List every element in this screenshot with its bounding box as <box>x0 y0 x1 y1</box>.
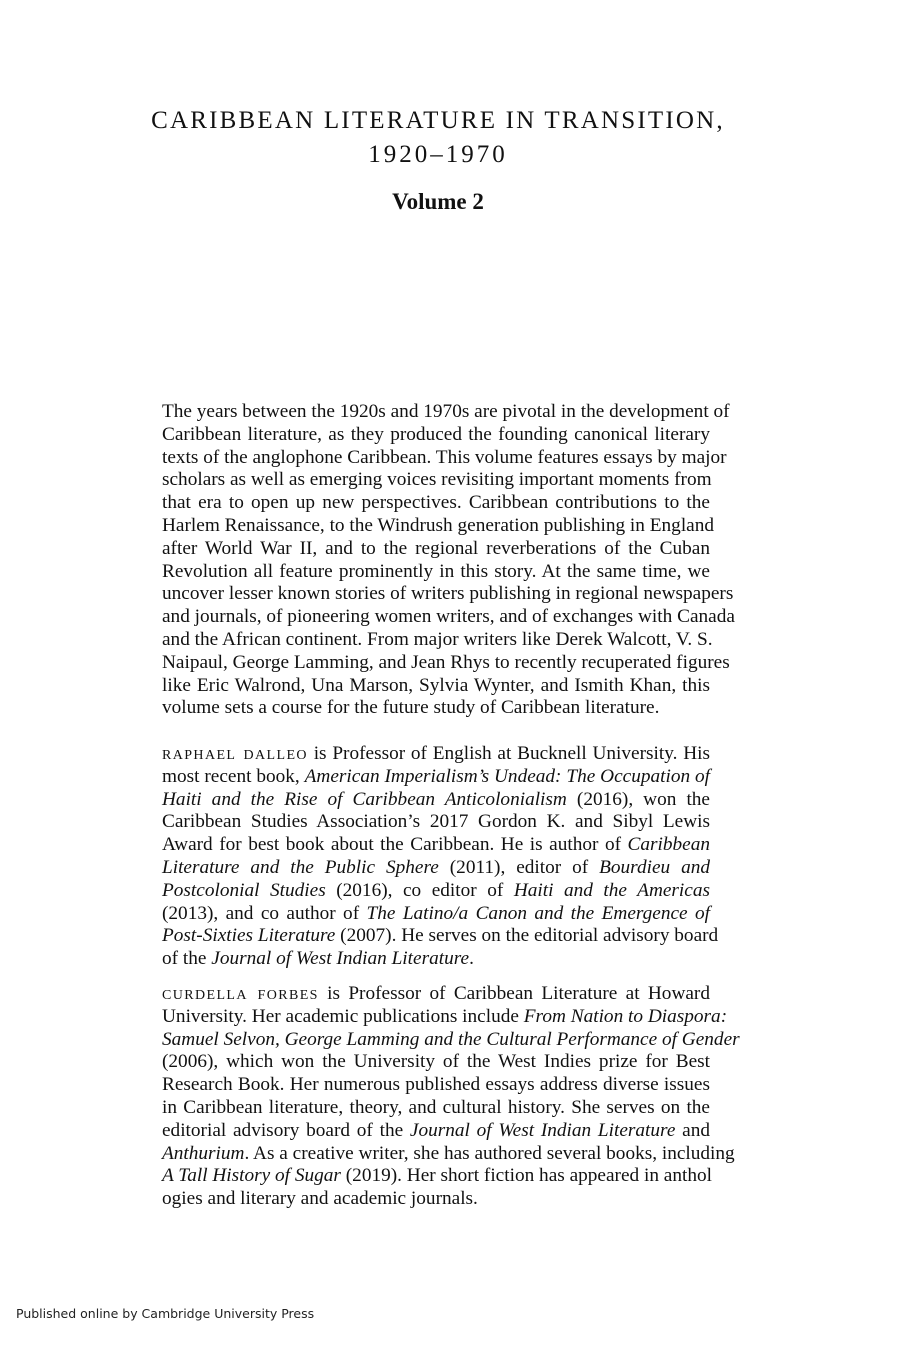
description-line: texts of the anglophone Caribbean. This volume features essays by major <box>162 446 727 468</box>
book-title-ref: American Imperialism’s Undead: The Occupation of <box>304 765 711 787</box>
description-line: uncover lesser known stories of writers publishing in regional newspapers <box>162 583 734 605</box>
book-title: CARIBBEAN LITERATURE IN TRANSITION, <box>151 107 725 134</box>
journal-title-ref: Journal of West Indian Literature <box>211 948 470 970</box>
book-title-ref: Post-Sixties Literature <box>162 925 336 947</box>
journal-title-ref: Journal of West Indian Literature <box>409 1119 676 1141</box>
description-line: like Eric Walrond, Una Marson, Sylvia Wynter, and Ismith Khan, this <box>162 674 710 696</box>
description-line: Revolution all feature prominently in this story. At the same time, we <box>162 560 710 582</box>
book-title-ref: Bourdieu and <box>599 856 710 878</box>
book-title-ref: Haiti and the Americas <box>513 879 710 901</box>
publisher-footer: Published online by Cambridge University Press <box>16 1306 315 1321</box>
volume-label: Volume 2 <box>392 189 484 214</box>
book-title-years: 1920–1970 <box>368 141 508 168</box>
editor-bio-forbes: curdella forbes is Professor of Caribbean Literature at Howard University. Her academic publications include From Nation to Diaspora: Samuel Selvon, George Lamming and the Cultural Performance of Gender (2006), which won the University of the West Indies prize for Best Research Book. Her numerous published essays address diverse issues in Caribbean literature, theory, and cultural history. She serves on the editorial advisory board of the Journal of West Indian Literature and Anthurium. As a creative writer, she has authored several books, including A Tall History of Sugar (2019). Her short fiction has appeared in anthol ogies and literary and academic journals. <box>162 983 740 1210</box>
description-line: The years between the 1920s and 1970s are pivotal in the development of <box>162 401 730 422</box>
description-line: Caribbean literature, as they produced the founding canonical literary <box>162 423 710 445</box>
book-description <box>162 401 735 720</box>
description-line: and the African continent. From major writers like Derek Walcott, V. S. <box>162 628 713 650</box>
description-line: after World War II, and to the regional reverberations of the Cuban <box>162 537 710 559</box>
editor-name: curdella forbes <box>162 983 319 1004</box>
book-title-ref: Samuel Selvon, George Lamming and the Cultural Performance of Gender <box>162 1028 740 1050</box>
description-line: volume sets a course for the future study of Caribbean literature. <box>162 697 660 719</box>
book-title-ref: The Latino/a Canon and the Emergence of <box>366 902 711 924</box>
book-title-ref: Postcolonial Studies <box>162 879 326 901</box>
editor-bio-dalleo: raphael dalleo is Professor of English at Bucknell University. His most recent book, American Imperialism’s Undead: The Occupation of Haiti and the Rise of Caribbean Anticolonialism (2016), won the Caribbean Studies Association’s 2017 Gordon K. and Sibyl Lewis Award for best book about the Caribbean. He is author of Caribbean Literature and the Public Sphere (2011), editor of Bourdieu and Postcolonial Studies (2016), co editor of Haiti and the Americas (2013), and co author of The Latino/a Canon and the Emergence of Post-Sixties Literature (2007). He serves on the editorial advisory board of the Journal of West Indian Literature. <box>162 743 719 970</box>
description-line: scholars as well as emerging voices revisiting important moments from <box>162 469 712 491</box>
description-line: that era to open up new perspectives. Caribbean contributions to the <box>162 492 710 514</box>
book-title-ref: From Nation to Diaspora: <box>523 1005 728 1027</box>
editor-name: raphael dalleo <box>162 743 308 764</box>
description-line: and journals, of pioneering women writers, and of exchanges with Canada <box>162 606 735 628</box>
book-title-ref: Literature and the Public Sphere <box>162 856 439 878</box>
book-title-ref: A Tall History of Sugar <box>162 1165 341 1187</box>
description-line: Naipaul, George Lamming, and Jean Rhys to recently recuperated figures <box>162 651 730 673</box>
book-title-ref: Caribbean <box>627 834 710 856</box>
journal-title-ref: Anthurium <box>162 1142 245 1164</box>
book-title-ref: Haiti and the Rise of Caribbean Anticolonialism <box>162 788 567 810</box>
description-line: Harlem Renaissance, to the Windrush generation publishing in England <box>162 514 715 536</box>
